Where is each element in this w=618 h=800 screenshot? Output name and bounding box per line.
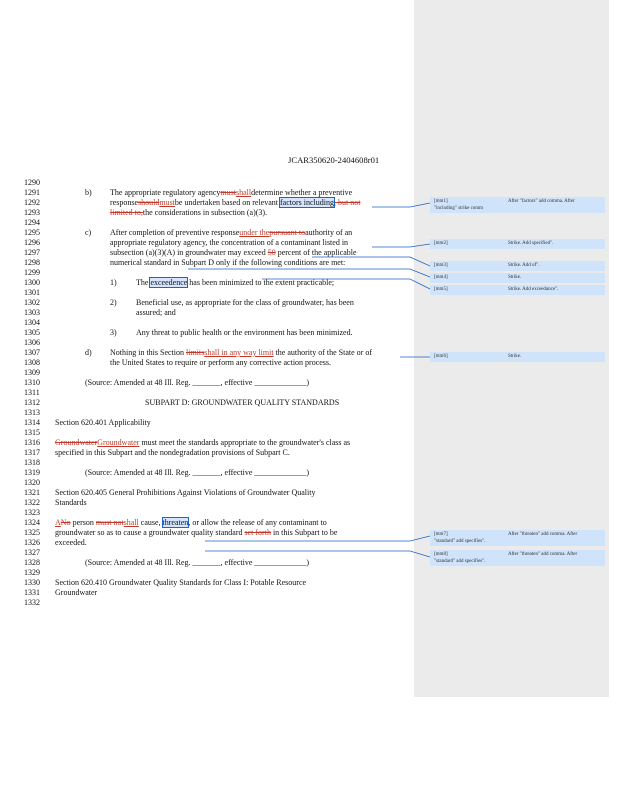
line-number: 1309 [24,368,40,377]
para-c-line4: numerical standard in Subpart D only if the following conditions are met: [110,258,346,267]
comment-text: Strike. [508,354,522,359]
section-405-heading-line1: Section 620.405 General Prohibitions Against Violations of Groundwater Quality [55,488,316,497]
deletion[interactable]: limits [186,348,205,357]
line-number: 1306 [24,338,40,347]
leader-line [262,279,430,289]
insertion[interactable]: shall [123,518,139,527]
line-number: 1292 [24,198,40,207]
section-405-heading-line2: Standards [55,498,87,507]
comment-text: "standard" add specifies". [434,559,486,564]
line-number: 1315 [24,428,40,437]
leader-line [188,269,430,277]
item-3-text: Any threat to public health or the environment has been minimized. [136,328,353,337]
deletion[interactable]: pursuant to [269,228,306,237]
subpart-heading: SUBPART D: GROUNDWATER QUALITY STANDARDS [145,398,340,407]
line-number: 1295 [24,228,40,237]
leader-line [312,257,430,266]
comment-text: After "threaten" add comma. After [508,532,578,537]
line-number: 1317 [24,448,40,457]
line-number: 1319 [24,468,40,477]
line-number: 1310 [24,378,40,387]
section-410-heading-line1: Section 620.410 Groundwater Quality Standards for Class I: Potable Resource [55,578,307,587]
source-note: (Source: Amended at 48 Ill. Reg. _______, effective _____________) [85,378,310,387]
line-number: 1298 [24,258,40,267]
item-2-line1: Beneficial use, as appropriate for the class of groundwater, has been [136,298,354,307]
line-number: 1331 [24,588,40,597]
comment-text: Strike. [508,275,522,280]
insertion[interactable]: shall in any way limit [204,348,274,357]
line-number: 1296 [24,238,40,247]
line-number: 1307 [24,348,40,357]
deletion[interactable]: set forth [244,528,271,537]
deletion[interactable]: must not [95,518,124,527]
comment-balloon[interactable] [430,261,605,271]
para-d-line1: Nothing in this Section limitsshall in any way limit the authority of the State or of [110,348,372,357]
comment-balloon[interactable] [430,273,605,283]
line-number: 1302 [24,298,40,307]
insertion[interactable]: A [55,518,61,527]
line-number: 1290 [24,178,40,187]
para-d-line2: the United States to require or perform any corrective action process. [110,358,332,367]
line-number: 1314 [24,418,40,427]
deletion[interactable]: limited to, [110,208,143,217]
comment-text: After "factors" add comma. After [508,199,575,204]
para-b-line2: responseshouldmustbe undertaken based on relevant factors including, but not [110,198,361,207]
line-number: 1330 [24,578,40,587]
leader-line [372,244,430,247]
section-405-line3: exceeded. [55,538,87,547]
comment-anchor[interactable]: exceedence [150,278,188,287]
comment-anchor[interactable]: factors including [279,198,334,207]
comment-text: Strike. Add specified". [508,241,554,246]
line-number: 1316 [24,438,40,447]
line-number: 1320 [24,478,40,487]
leader-line [372,203,430,207]
para-b-line1: The appropriate regulatory agencymustshalldetermine whether a preventive [110,188,353,197]
deletion[interactable]: No [60,518,71,527]
insertion[interactable]: must [159,198,175,207]
line-number: 1332 [24,598,40,607]
leader-line [205,536,430,541]
deletion[interactable]: Groundwater [55,438,98,447]
comment-balloon[interactable] [430,530,605,546]
comment-text: Strike. Add exceedance". [508,287,559,292]
line-number: 1322 [24,498,40,507]
line-number: 1305 [24,328,40,337]
para-c-line1: After completion of preventive responseunder thepursuant toauthority of an [110,228,353,237]
deletion[interactable]: should [138,198,160,207]
line-number: 1300 [24,278,40,287]
para-d-label: d) [85,348,92,357]
line-number: 1323 [24,508,40,517]
para-c-label: c) [85,228,92,237]
comment-author: [mm1] [434,199,448,204]
comment-author: [mm4] [434,275,448,280]
comment-text: "including" strike comm [434,206,484,211]
line-number: 1321 [24,488,40,497]
section-405-line2: groundwater so as to cause a groundwater quality standard set forth in this Subpart to be [55,528,338,537]
line-number: 1326 [24,538,40,547]
line-number: 1313 [24,408,40,417]
comment-author: [mm2] [434,241,448,246]
section-410-heading-line2: Groundwater [55,588,98,597]
deletion[interactable]: must [220,188,236,197]
item-2-line2: assured; and [136,308,176,317]
line-number: 1318 [24,458,40,467]
line-number: 1297 [24,248,40,257]
section-401-heading: Section 620.401 Applicability [55,418,151,427]
para-b-label: b) [85,188,92,197]
comment-author: [mm6] [434,354,448,359]
line-number: 1293 [24,208,40,217]
item-1-text: The exceedence has been minimized to the extent practicable; [136,278,335,287]
line-number: 1304 [24,318,40,327]
comment-balloon[interactable] [430,550,605,566]
comment-author: [mm5] [434,287,448,292]
document-id: JCAR350620-2404608r01 [288,155,380,165]
comment-author: [mm3] [434,263,448,268]
line-number: 1324 [24,518,40,527]
comment-text: "standard" add specifies". [434,539,486,544]
comment-author: [mm8] [434,552,448,557]
comment-balloon[interactable] [430,285,605,295]
comment-author: [mm7] [434,532,448,537]
comment-anchor[interactable]: threaten [162,518,189,527]
insertion[interactable]: Groundwater [97,438,140,447]
insertion[interactable]: shall [235,188,252,197]
para-c-line2: appropriate regulatory agency, the concentration of a contaminant listed in [110,238,349,247]
source-note: (Source: Amended at 48 Ill. Reg. _______, effective _____________) [85,468,310,477]
line-number: 1301 [24,288,40,297]
item-3-number: 3) [110,328,117,337]
line-number: 1325 [24,528,40,537]
para-c-line3: subsection (a)(3)(A) in groundwater may exceed 50 percent of the applicable [110,248,357,257]
leader-line [205,551,430,557]
section-405-line1: ANo person must notshall cause, threaten, or allow the release of any contaminant to [55,518,327,527]
insertion[interactable]: under the [239,228,270,237]
source-note: (Source: Amended at 48 Ill. Reg. _______, effective _____________) [85,558,310,567]
line-number: 1299 [24,268,40,277]
line-number: 1327 [24,548,40,557]
line-number: 1291 [24,188,40,197]
line-number: 1303 [24,308,40,317]
deletion[interactable]: , but not [333,198,361,207]
line-number: 1294 [24,218,40,227]
comment-balloon[interactable] [430,197,605,213]
comment-text: Strike. Add of". [508,263,540,268]
line-number: 1328 [24,558,40,567]
deletion[interactable]: 50 [267,248,276,257]
comment-balloon[interactable] [430,352,605,362]
comment-balloon[interactable] [430,239,605,249]
item-2-number: 2) [110,298,117,307]
line-number: 1311 [24,388,40,397]
comment-text: After "threaten" add comma. After [508,552,578,557]
section-401-line1: GroundwaterGroundwater must meet the standards appropriate to the groundwater's class as [55,438,351,447]
line-number: 1312 [24,398,40,407]
line-number: 1329 [24,568,40,577]
item-1-number: 1) [110,278,117,287]
section-401-line2: specified in this Subpart and the nondegradation provisions of Subpart C. [55,448,290,457]
para-b-line3: limited to,the considerations in subsection (a)(3). [110,208,268,217]
line-number: 1308 [24,358,40,367]
